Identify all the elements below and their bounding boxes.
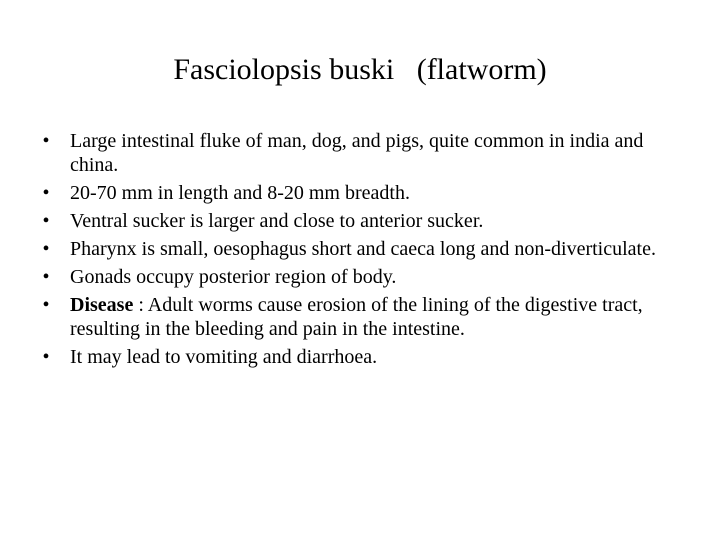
bullet-dot-icon: • [42,294,50,316]
bullet-item [36,181,676,205]
bullet-text: Ventral sucker is larger and close to anterior sucker. [70,210,484,232]
bullet-text: It may lead to vomiting and diarrhoea. [70,346,378,368]
bullet-text: 20-70 mm in length and 8-20 mm breadth. [70,182,410,204]
bullet-list [36,129,676,373]
bullet-text: Pharynx is small, oesophagus short and caeca long and non-diverticulate. [70,238,656,260]
disease-label: Disease [70,294,134,316]
bullet-text: Large intestinal fluke of man, dog, and pigs, quite common in india and china. [70,130,644,176]
bullet-dot-icon: • [42,346,50,368]
bullet-dot-icon: • [42,266,50,288]
slide-title: Fasciolopsis buski (flatworm) [173,53,547,86]
bullet-dot-icon: • [42,238,50,260]
bullet-item [36,345,676,369]
bullet-item [36,265,676,289]
bullet-item [36,129,676,177]
bullet-dot-icon: • [42,182,50,204]
bullet-text: Gonads occupy posterior region of body. [70,266,397,288]
bullet-item [36,209,676,233]
bullet-item [36,293,676,341]
bullet-text: : Adult worms cause erosion of the lining of the digestive tract, resulting in the bleeding and pain in the intestine. [70,294,643,340]
bullet-dot-icon: • [42,210,50,232]
bullet-item [36,237,676,261]
bullet-dot-icon: • [42,130,50,152]
